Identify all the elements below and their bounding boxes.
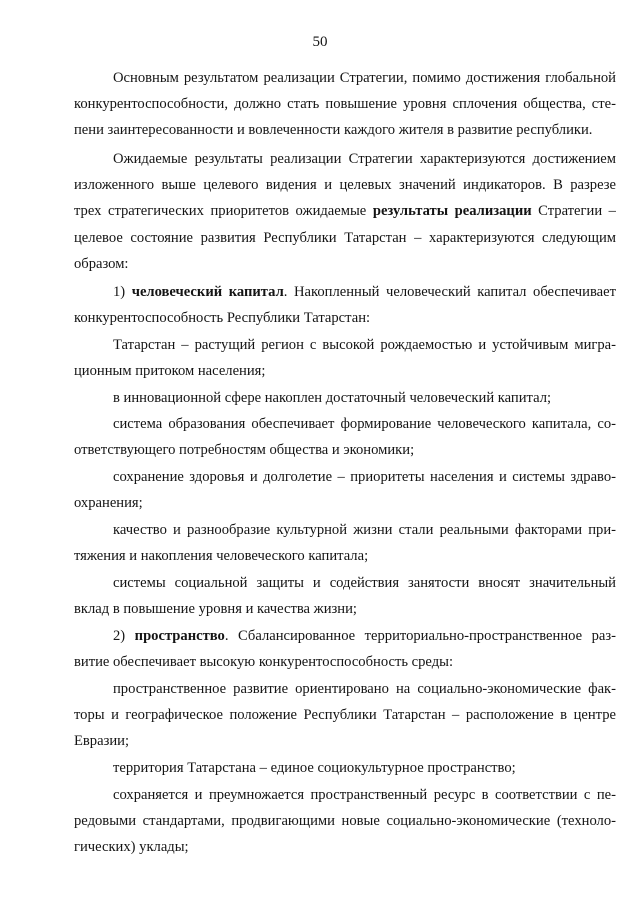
text-line: охранения;: [74, 495, 143, 511]
text-line: сохранение здоровья и долголетие – приоритеты населения и системы здраво-: [113, 469, 616, 485]
text-line: гических) уклады;: [74, 839, 189, 855]
text-line: сохраняется и преумножается пространственный ресурс в соответствии с пе-: [113, 787, 616, 803]
text-line: изложенного выше целевого видения и целевых значений индикаторов. В разрезе: [74, 177, 616, 193]
bold-term-results: результаты реализации: [372, 203, 532, 219]
text-line: пени заинтересованности и вовлеченности каждого жителя в развитие республики.: [74, 122, 593, 138]
text-line: [74, 201, 616, 221]
text-line: образом:: [74, 256, 129, 272]
text-span: . Накопленный человеческий капитал обеспечивает: [283, 284, 616, 300]
text-line: Татарстан – растущий регион с высокой рождаемостью и устойчивым мигра-: [113, 337, 616, 353]
text-line: Основным результатом реализации Стратегии, помимо достижения глобальной: [113, 70, 616, 86]
text-line: пространственное развитие ориентировано на социально-экономические фак-: [113, 681, 616, 697]
text-span: . Сбалансированное территориально-пространственное раз-: [224, 628, 616, 644]
text-line: витие обеспечивает высокую конкурентоспособность среды:: [74, 654, 454, 670]
text-line: целевое состояние развития Республики Татарстан – характеризуются следующим: [74, 230, 616, 246]
text-line: конкурентоспособность Республики Татарстан:: [74, 310, 371, 326]
text-line: [113, 282, 616, 302]
text-line: конкурентоспособности, должно стать повышение уровня сплочения общества, сте-: [74, 96, 616, 112]
bold-term-human-capital: человеческий капитал: [131, 284, 284, 300]
text-line: вклад в повышение уровня и качества жизни;: [74, 601, 357, 617]
text-line: система образования обеспечивает формирование человеческого капитала, со-: [113, 416, 616, 432]
bold-term-space: пространство: [134, 628, 225, 644]
list-marker: 2): [113, 628, 135, 644]
text-line: ответствующего потребностям общества и экономики;: [74, 442, 415, 458]
text-line: торы и географическое положение Республики Татарстан – расположение в центре: [74, 707, 616, 723]
text-line: редовыми стандартами, продвигающими новые социально-экономические (техноло-: [74, 813, 616, 829]
list-marker: 1): [113, 284, 132, 300]
text-line: Евразии;: [74, 733, 130, 749]
text-line: качество и разнообразие культурной жизни стали реальными факторами при-: [113, 522, 616, 538]
text-line: ционным притоком населения;: [74, 363, 266, 379]
text-line: системы социальной защиты и содействия занятости вносят значительный: [113, 575, 616, 591]
text-span: трех стратегических приоритетов ожидаемые: [74, 203, 373, 219]
text-line: [113, 626, 616, 646]
text-line: Ожидаемые результаты реализации Стратегии характеризуются достижением: [113, 151, 616, 167]
text-span: Стратегии –: [531, 203, 616, 219]
page-number: 50: [312, 34, 328, 50]
text-line: территория Татарстана – единое социокультурное пространство;: [113, 760, 516, 776]
text-line: в инновационной сфере накоплен достаточный человеческий капитал;: [113, 390, 552, 406]
text-line: тяжения и накопления человеческого капитала;: [74, 548, 369, 564]
